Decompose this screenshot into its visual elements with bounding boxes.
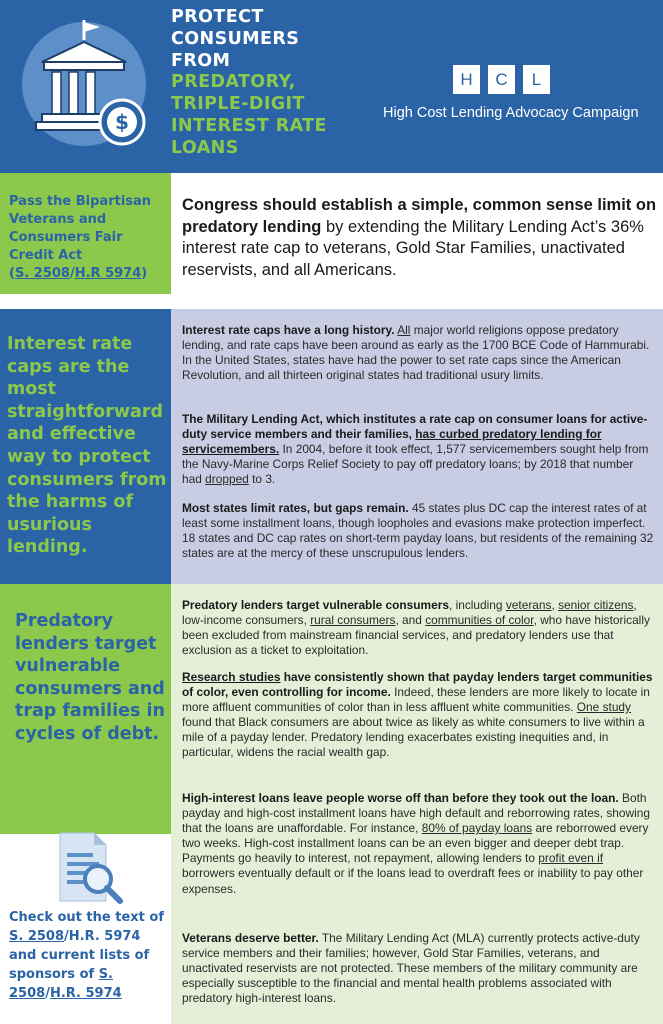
paren: ) (141, 266, 148, 281)
text-span: , and (395, 613, 426, 628)
senate-bill-link[interactable]: S. 2508 (9, 929, 65, 944)
profit-even-if-link[interactable]: profit even if (538, 851, 604, 866)
mla-paragraph (182, 412, 654, 487)
text-span: The Military Lending Act (MLA) currently protects active-duty service members and their families; however, Gold Star Families, veterans, and unactivated reservists are not protected. These members of the military community are especially susceptible to the financial and mental health problems associated with predatory high-interest loans. (182, 931, 640, 1006)
one-study-link[interactable]: One study (576, 700, 631, 715)
text-span: Indeed, these lenders are more likely to locate in more affluent communities of color than in less affluent white communities. (182, 685, 650, 715)
congress-rest: by extending the Military Lending Act’s 36% interest rate cap to veterans, Gold Star Families, unactivated reservists, and all Americans. (182, 217, 644, 279)
house-sponsors-link[interactable]: H.R. 5974 (49, 986, 122, 1001)
title-line: LOANS (171, 137, 239, 158)
logo-letter: L (525, 70, 548, 90)
predatory-heading-panel (0, 584, 171, 834)
dropped-link[interactable]: dropped (205, 472, 249, 487)
text-span: are reborrowed every two weeks. High-cost installment loans can be an even bigger and deeper debt trap. Payments go heavily to interest, not repayment, allowing lenders to (182, 821, 649, 866)
research-studies-link[interactable]: Research studies (182, 670, 281, 684)
bank-dollar-icon (14, 14, 164, 164)
communities-of-color-link[interactable]: communities of color (425, 613, 534, 628)
text-span: , including (448, 598, 506, 612)
high-interest-paragraph (182, 791, 654, 897)
pass-bill-text (9, 193, 169, 283)
hcl-logo (453, 65, 550, 94)
text-span: , low-income consumers, (182, 598, 637, 628)
para-lead: Interest rate caps have a long history. (182, 323, 395, 337)
slash: / (64, 929, 69, 944)
para-lead: have consistently shown that payday lenders target communities of color, even controlling for income. (182, 670, 653, 700)
para-lead: The Military Lending Act, which institutes a rate cap on consumer loans for active-duty service members and their families, (182, 412, 648, 442)
all-link[interactable]: All (397, 323, 411, 337)
veterans-link[interactable]: veterans (505, 598, 552, 612)
text-span: to 3. (248, 472, 276, 487)
header-banner (0, 0, 663, 173)
predatory-side-panel (0, 584, 171, 1024)
title-line: PREDATORY, (171, 72, 296, 93)
pass-bill-line: Consumers Fair (9, 230, 123, 245)
text-span: and current lists of sponsors of (9, 948, 150, 982)
rate-caps-panel (171, 309, 663, 584)
text-span: Both payday and high-cost installment loans have high default and reborrowing rates, showing that the loans are unaffordable. For instance, (182, 791, 650, 836)
senior-citizens-link[interactable]: senior citizens (558, 598, 634, 612)
text-span: Check out the text of (9, 910, 164, 925)
text-span: 45 states plus DC cap the interest rates of at least some installment loans, though loopholes and evasions make protection imperfect. 18 states and DC cap rates on short-term payday loans, but residents of the remaining 32 states are at the mercy of these unscrupulous lenders. (182, 501, 654, 561)
rate-caps-heading: Interest rate caps are the most straightforward and effective way to protect consumers from the harms of usurious lending. (7, 334, 167, 558)
has-curbed-link[interactable]: has curbed predatory lending for servicemembers. (182, 427, 602, 457)
predatory-heading: Predatory lenders target vulnerable consumers and trap families in cycles of debt. (15, 611, 165, 744)
logo-letter: C (490, 70, 513, 90)
title-line: TRIPLE-DIGIT (171, 94, 305, 115)
house-bill-link[interactable]: H.R 5974 (74, 266, 142, 281)
rural-consumers-link[interactable]: rural consumers (310, 613, 396, 628)
pass-bill-line: Veterans and (9, 212, 107, 227)
para-lead: Veterans deserve better. (182, 931, 319, 945)
congress-bold: Congress should establish a simple, common sense limit on predatory lending (182, 196, 657, 236)
check-out-text (9, 908, 169, 1003)
senate-bill-link[interactable]: S. 2508 (14, 266, 70, 281)
logo-box (488, 65, 515, 94)
title-line: PROTECT (171, 7, 264, 27)
text-span: borrowers eventually default or if the loans lead to overdraft fees or inability to pay other expenses. (182, 866, 644, 896)
predatory-panel (171, 584, 663, 1024)
vulnerable-paragraph (182, 598, 654, 658)
research-paragraph (182, 670, 654, 761)
text-span: , (551, 598, 559, 612)
slash: / (45, 986, 50, 1001)
title-line: FROM (171, 50, 231, 71)
logo-letter: H (455, 70, 478, 90)
title-line: CONSUMERS (171, 28, 300, 49)
pass-bill-line: Pass the Bipartisan (9, 194, 152, 209)
pass-bill-line: Credit Act (9, 248, 83, 263)
senate-sponsors-link[interactable]: S. 2508 (9, 967, 113, 1001)
text-span: , who have historically been excluded from mainstream financial services, and predatory lenders use that exclusion as a ticket to exploitation. (182, 613, 650, 658)
payday-loans-link[interactable]: 80% of payday loans (421, 821, 533, 836)
organization-tagline: High Cost Lending Advocacy Campaign (383, 105, 639, 121)
logo-box (523, 65, 550, 94)
veterans-paragraph (182, 931, 654, 1006)
svg-text:$: $ (115, 110, 129, 134)
congress-statement (182, 195, 660, 281)
slash: / (69, 266, 75, 281)
page-title (171, 7, 381, 160)
states-paragraph (182, 501, 654, 561)
text-span: In 2004, before it took effect, 1,577 servicemembers sought help from the Navy-Marine Corps Relief Society to pay off predatory loans; by 2018 that number had (182, 442, 649, 487)
house-bill-text: H.R. 5974 (68, 929, 141, 944)
rate-caps-paragraph (182, 323, 654, 383)
para-lead: Predatory lenders target vulnerable consumers (182, 598, 449, 612)
congress-panel (171, 173, 663, 294)
text-span: found that Black consumers are about twice as likely as white consumers to live within a mile of a payday lender. Predatory lending exacerbates existing inequities and, in particular, widens the racial wealth gap. (182, 715, 645, 760)
para-lead: High-interest loans leave people worse off than before they took out the loan. (182, 791, 619, 805)
pass-bill-panel (0, 173, 171, 294)
rate-caps-heading-panel (0, 309, 171, 584)
text-span: major world religions oppose predatory lending, and rate caps have been around as early as the 1700 BCE Code of Hammurabi. In the United States, states have had the power to set rate caps since the American Revolution, and all thirteen original states had traditional usury limits. (182, 323, 650, 383)
para-lead: Most states limit rates, but gaps remain. (182, 501, 409, 515)
logo-box (453, 65, 480, 94)
title-line: INTEREST RATE (171, 115, 327, 136)
paren: ( (9, 266, 15, 281)
document-search-icon (50, 829, 130, 909)
